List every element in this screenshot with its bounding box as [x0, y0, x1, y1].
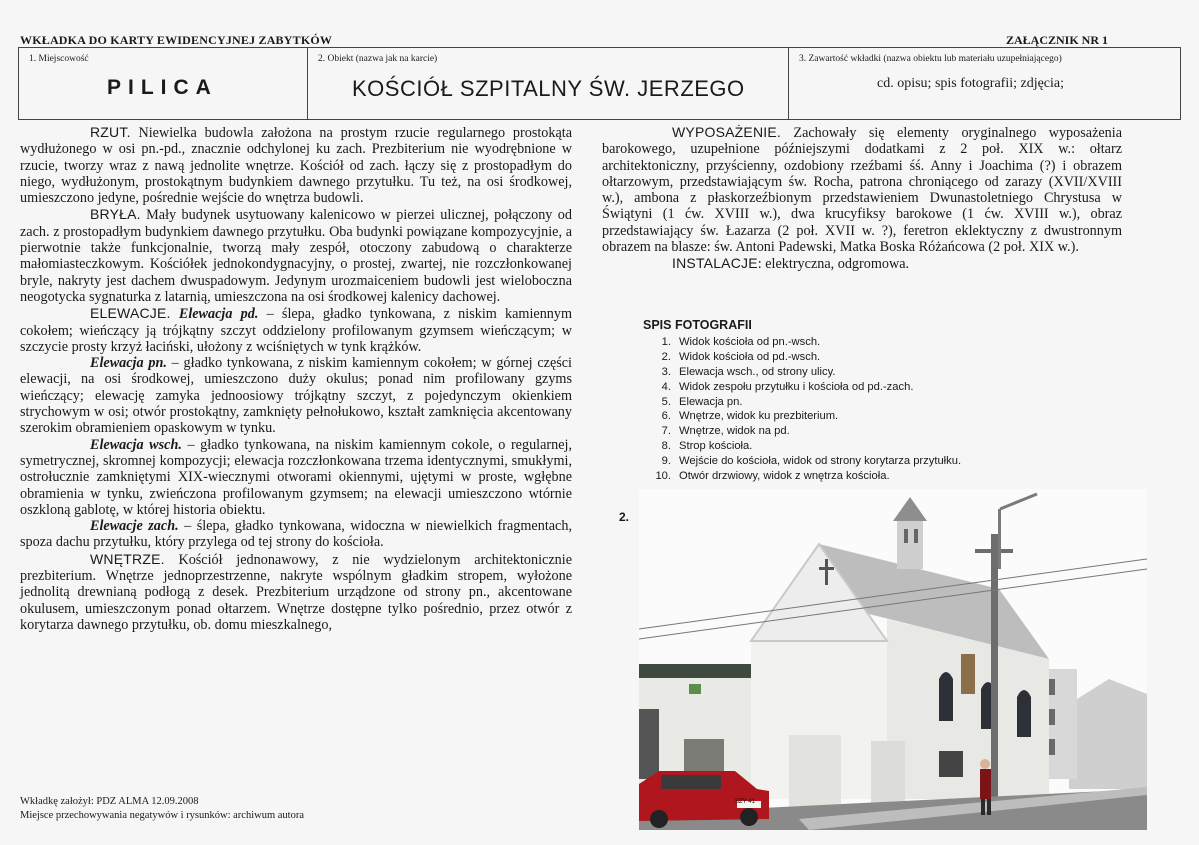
list-item [643, 365, 961, 380]
footer-storage: Miejsce przechowywania negatywów i rysunków: archiwum autora [20, 810, 304, 821]
sheet-title: WKŁADKA DO KARTY EWIDENCYJNEJ ZABYTKÓW [20, 33, 333, 47]
elewacja-pd-heading: Elewacja pd. [178, 306, 259, 323]
instalacje-paragraph [602, 255, 1122, 272]
instalacje-text: : elektryczna, odgromowa. [757, 256, 910, 273]
wnetrze-text: Kościół jednonawowy, z nie wydzielonym architektonicznie prezbiterium. Wnętrze jednoprzestrzenne, nakryte wspólnym gładkim stropem, wyłożone jednolitą drewnianą podłogą z desek. Prezbiterium urządzone od strony pn., akcentowane okulusem, umieszczonym ponad ołtarzem. Wnętrze dostępne tylko pośrednio, przez otwór z korytarza dawnego przytułku, ob. domu mieszkalnego, [20, 551, 572, 633]
bryla-heading: BRYŁA. [90, 206, 141, 223]
object-box [307, 47, 789, 120]
list-item [643, 454, 961, 469]
list-item [643, 439, 961, 454]
elewacja-wsch-text: – gładko tynkowana, na niskim kamiennym cokole, o regularnej, symetrycznej, skromnej kompozycji; elewacja rozczłonkowana trzema identycznymi, smukłymi, ostrołucznie zamkniętymi XIX-wiecznymi otworami okiennymi, ujętymi w proste, wgłębne obramienia w tynku, zwieńczona profilowanym gzymsem; na elewacji umieszczono wtórnie oszkloną gablotę, w której historia obiektu. [20, 436, 573, 518]
list-item-text: Elewacja wsch., od strony ulicy. [679, 365, 836, 378]
list-item-text: Elewacja pn. [679, 395, 743, 408]
wnetrze-heading: WNĘTRZE. [90, 550, 165, 567]
list-item-number: 6. [661, 410, 671, 423]
content-value: cd. opisu; spis fotografii; zdjęcia; [877, 76, 1065, 91]
content-box [788, 47, 1181, 120]
elewacja-zach-heading: Elewacje zach. [90, 518, 179, 535]
rzut-heading: RZUT. [90, 124, 131, 140]
list-item [643, 409, 961, 424]
description-right-column [602, 124, 1122, 273]
list-item-number: 1. [661, 335, 671, 348]
elewacja-zach-paragraph [20, 518, 572, 551]
list-item-text: Strop kościoła. [679, 440, 753, 453]
list-item-text: Widok kościoła od pn.-wsch. [679, 335, 821, 348]
photo-list-title: SPIS FOTOGRAFII [643, 318, 752, 332]
list-item-number: 4. [661, 380, 671, 393]
wyposazenie-text: Zachowały się elementy oryginalnego wyposażenia barokowego, uzupełnione późniejszymi dodatkami z 2 poł. XIX w.: ołtarz architektoniczny, przyścienny, ozdobiony rzeźbami śś. Anny i Joachima (?) i obrazem ołtarzowym, przedstawiającym św. Rocha, patrona chroniącego od zarazy (XVII/XVIII w.), ambona z płaskorzeźbionym przedstawieniem Dwunastoletniego Chrystusa w Świątyni (1 ćw. XVIII w.), dwa krucyfiksy barokowe (1 ćw. XVIII w.), obraz przedstawiający św. Łazarza (2 poł. XVII w. ?), feretron eklektyczny z dwustronnym obrazem na blasze: św. Antoni Padewski, Matka Boska Różańcowa (2 poł. XIX w.). [602, 125, 1122, 256]
rzut-text: Niewielka budowla założona na prostym rzucie regularnego prostokąta wydłużonego w osi pn.-pd., znacznie odchylonej ku zach. Prezbiterium nie wyodrębnione w rzucie, tworzy wraz z nawą jednolite wnętrze. Kościół od zach. łączy się z prostopadłym do niego, wydłużonym, prostokątnym budynkiem dawnego przytułku. Tu też, na osi środkowej, umieszczono jedyne, pośrednie wejście do wnętrza budowli. [20, 125, 572, 207]
elewacja-pn-heading: Elewacja pn. [90, 355, 167, 372]
list-item-text: Widok zespołu przytułku i kościoła od pd.-zach. [679, 380, 914, 393]
list-item [643, 380, 961, 395]
elewacja-pd-paragraph [20, 305, 572, 355]
wnetrze-paragraph [20, 551, 572, 633]
content-label: 3. Zawartość wkładki (nazwa obiektu lub materiału uzupełniającego) [799, 54, 1062, 64]
list-item-number: 8. [661, 440, 671, 453]
annex-label: ZAŁĄCZNIK NR 1 [1006, 33, 1109, 47]
list-item-text: Otwór drzwiowy, widok z wnętrza kościoła. [679, 470, 890, 483]
bryla-paragraph [20, 206, 572, 305]
church-photo [639, 489, 1147, 830]
list-item-number: 5. [661, 395, 671, 408]
list-item [643, 424, 961, 439]
list-item-text: Widok kościoła od pd.-wsch. [679, 350, 821, 363]
instalacje-heading: INSTALACJE [672, 255, 758, 272]
object-value: KOŚCIÓŁ SZPITALNY ŚW. JERZEGO [352, 76, 745, 101]
elewacje-heading: ELEWACJE. [90, 305, 171, 322]
list-item-number: 7. [661, 425, 671, 438]
list-item-number: 3. [661, 365, 671, 378]
place-value: PILICA [107, 76, 218, 99]
elewacja-wsch-heading: Elewacja wsch. [90, 436, 182, 453]
list-item-number: 2. [661, 350, 671, 363]
footer-author: Wkładkę założył: PDZ ALMA 12.09.2008 [20, 796, 199, 807]
list-item [643, 469, 961, 484]
list-item-number: 9. [661, 455, 671, 468]
elewacja-zach-text: – ślepa, gładko tynkowana, widoczna w niewielkich fragmentach, spoza dachu przytułku, który przylega od tej strony do kościoła. [20, 518, 572, 551]
place-label: 1. Miejscowość [29, 54, 89, 64]
church-photo-illustration [639, 489, 1147, 830]
list-item-text: Wnętrze, widok ku prezbiterium. [679, 410, 839, 423]
rzut-paragraph [20, 124, 572, 206]
list-item-text: Wnętrze, widok na pd. [679, 425, 790, 438]
elewacja-pn-text: – gładko tynkowana, z niskim kamiennym cokołem; w górnej części elewacji, na osi środkowej, umieszczono duży okulus; ponad nim profilowany gzyms wieńczący; elewację zamyka jednoosiowy trójkątny szczyt, z pojedynczym okienkiem strychowym w osi; otwór prostokątny, zamknięty pełnołukowo, kształt zamknięcia akcentowany szerokim obramieniem opaskowym w tynku. [20, 355, 572, 437]
elewacja-pd-text: – ślepa, gładko tynkowana, z niskim kamiennym cokołem; wieńczący ją trójkątny szczyt oddzielony profilowanym gzymsem wieńczącym; w szczycie prosty krzyż łaciński, ułożony z wciśniętych w tynk krążków. [20, 306, 573, 355]
object-label: 2. Obiekt (nazwa jak na karcie) [318, 54, 438, 64]
bryla-text: Mały budynek usytuowany kalenicowo w pierzei ulicznej, połączony od zach. z prostopadłym budynkiem dawnego przytułku. Oba budynki powiązane kompozycyjnie, a pierwotnie także funkcjonalnie, tworzą mały zespół, otoczony zabudową o charakterze małomiasteczkowym. Kościółek jednokondygnacyjny, o prostej, zwartej, nie rozczłonkowanej bryle, nakryty jest dachem dwuspadowym. Jedynym urozmaiceniem budowli jest wieloboczna neogotycka sygnaturka z latarnią, umieszczona na osi środkowej kalenicy dachowej. [20, 207, 572, 305]
elewacja-wsch-paragraph [20, 437, 572, 518]
description-left-column [20, 124, 572, 633]
list-item-number: 10. [655, 470, 671, 483]
wyposazenie-heading: WYPOSAŻENIE. [672, 124, 781, 140]
wyposazenie-paragraph [602, 124, 1122, 255]
list-item [643, 335, 961, 350]
list-item [643, 350, 961, 365]
list-item-text: Wejście do kościoła, widok od strony korytarza przytułku. [679, 455, 962, 468]
list-item [643, 395, 961, 410]
photo-number: 2. [619, 510, 630, 524]
place-box [18, 47, 308, 120]
car-license-plate: SZY 41 [735, 799, 755, 805]
photo-list [643, 318, 961, 484]
elewacja-pn-paragraph [20, 355, 572, 436]
